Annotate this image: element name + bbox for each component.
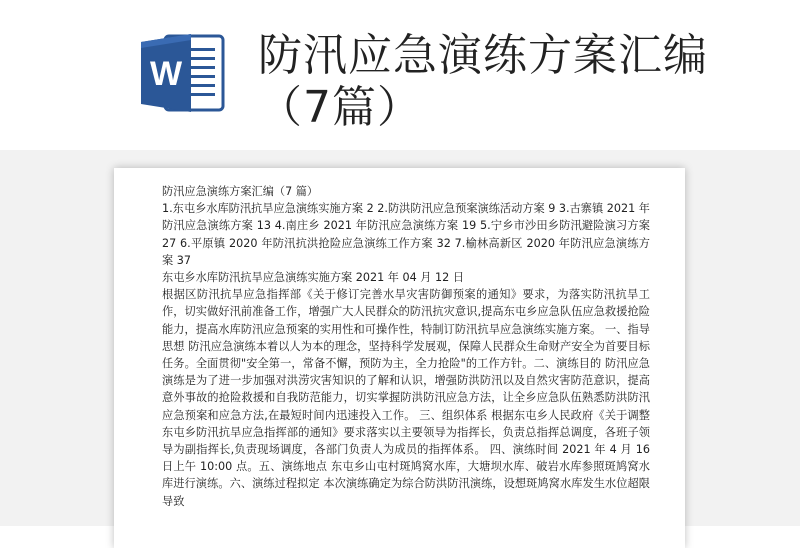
body-text: 根据区防汛抗旱应急指挥部《关于修订完善水旱灾害防御预案的通知》要求，为落实防汛抗旱工作，切实做好汛前准备工作，增强广大人民群众的防汛抗灾意识,提高东屯乡应急队伍应急救援抢险能力，提高水库防汛应急预案的实用性和可操作性，特制订防汛抗旱应急演练实施方案。 一、指导思想 防汛应急演练本着以人为本的理念，坚持科学发展观，保障人民群众生命财产安全为首要目标任务。全面贯彻"安全第一，常备不懈，预防为主，全力抢险"的工作方针。二、演练目的 防汛应急演练是为了进一步加强对洪涝灾害知识的了解和认识，增强防洪防汛以及自然灾害防范意识，提高意外事故的抢险救援和自我防范能力，切实掌握防洪防汛应急方法，让全乡应急队伍熟悉防洪防汛应急预案和应急方法,在最短时间内迅速投入工作。 三、组织体系 根据东屯乡人民政府《关于调整东屯乡防汛抗旱应急指挥部的通知》要求落实以主要领导为指挥长，负责总指挥总调度，各班子领导为副指挥长,负责现场调度，各部门负责人为成员的指挥体系。 四、演练时间 2021 年 4 月 16 日上午 10:00 点。五、演练地点 东屯乡山屯村斑鸠窝水库，大塘坝水库、破岩水库参照斑鸠窝水库进行演练。六、演练过程拟定 本次演练确定为综合防洪防汛演练，设想斑鸠窝水库发生水位超限导致: [162, 288, 650, 508]
document-content: [162, 183, 650, 510]
page-title: 防汛应急演练方案汇编（7篇）: [258, 30, 708, 133]
word-icon-letter: W: [149, 55, 183, 93]
word-document-icon: [139, 30, 225, 116]
section-title: 东屯乡水库防汛抗旱应急演练实施方案 2021 年 04 月 12 日: [162, 271, 465, 285]
document-heading: 防汛应急演练方案汇编（7 篇）: [162, 185, 319, 198]
table-of-contents: 1.东屯乡水库防汛抗旱应急演练实施方案 2 2.防洪防汛应急预案演练活动方案 9 3.古寨镇 2021 年防汛应急演练方案 13 4.南庄乡 2021 年防汛应急演练方案 19 5.宁乡市沙田乡防汛避险演习方案 27 6.平原镇 2020 年防汛抗洪抢险应急演练工作方案 32 7.榆林高新区 2020 年防汛应急演练方案 37: [162, 202, 650, 267]
document-preview-header: [0, 0, 800, 150]
